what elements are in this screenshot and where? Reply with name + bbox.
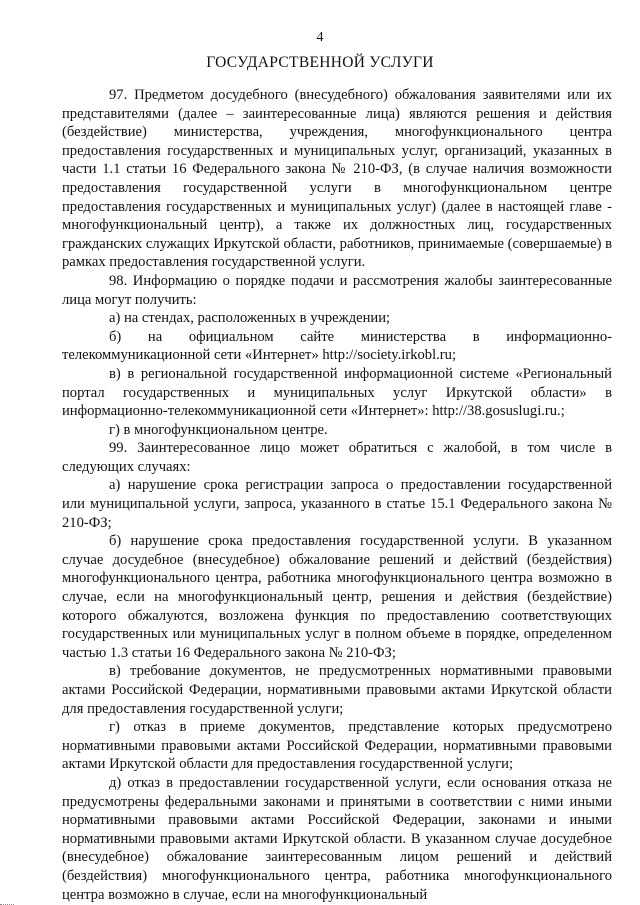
paragraph-99: 99. Заинтересованное лицо может обратиться с жалобой, в том числе в следующих случаях:: [62, 440, 612, 475]
list-item-98-a: а) на стендах, расположенных в учреждении;: [109, 310, 391, 327]
list-item-99-b: б) нарушение срока предоставления государственной услуги. В указанном случае досудебное (внесудебное) обжалование решений и действий (бездействия) многофункционального центра, работника многофункционального центра возможно в случае, если на многофункциональный центр, решения и действия (бездействие) которого обжалуются, возложена функция по предоставлению соответствующих государственных или муниципальных услуг в полном объеме в порядке, определенном частью 1.3 статьи 16 Федерального закона № 210-ФЗ;: [62, 533, 612, 661]
page-number: 4: [316, 30, 324, 45]
paragraph-98: 98. Информацию о порядке подачи и рассмотрения жалобы заинтересованные лица могут получить:: [62, 272, 612, 308]
list-item-98-g: г) в многофункциональном центре.: [109, 421, 328, 438]
list-item-99-a: а) нарушение срока регистрации запроса о предоставлении государственной или муниципальной услуги, запроса, указанного в статье 15.1 Федерального закона № 210-ФЗ;: [62, 477, 612, 531]
scan-edge-mark: [0, 900, 14, 905]
list-item-99-v: в) требование документов, не предусмотренных нормативными правовыми актами Российской Федерации, нормативными правовыми актами Иркутской области для предоставления государственной услуги;: [62, 663, 612, 717]
list-item-98-v: в) в региональной государственной информационной системе «Региональный портал государственных и муниципальных услуг Иркутской области» в информационно-телекоммуникационной сети «Интернет»: http://38.gosuslugi.ru.;: [62, 365, 612, 420]
paragraph-97: 97. Предметом досудебного (внесудебного) обжалования заявителями или их представителями (далее – заинтересованные лица) являются решения и действия (бездействие) министерства, учреждения, многофункционального центра предоставления государственных и муниципальных услуг, организаций, указанных в части 1.1 статьи 16 Федерального закона № 210-ФЗ, (в случае наличия возможности предоставления государственной услуги в многофункциональном центре предоставления государственных и муниципальных услуг) (далее в настоящей главе - многофункциональный центр), а также их должностных лиц, государственных гражданских служащих Иркутской области, работников, принимаемые (совершаемые) в рамках предоставления государственной услуги.: [62, 87, 612, 271]
list-item-98-b: б) на официальном сайте министерства в информационно-телекоммуникационной сети «Интернет» http://society.irkobl.ru;: [62, 328, 612, 364]
section-heading: ГОСУДАРСТВЕННОЙ УСЛУГИ: [206, 54, 434, 71]
list-item-99-d: д) отказ в предоставлении государственной услуги, если основания отказа не предусмотрены федеральными законами и принятыми в соответствии с ними иными нормативными правовыми актами Российской Федерации, законами и иными нормативными правовыми актами Иркутской области. В указанном случае досудебное (внесудебное) обжалование заинтересованным лицом решений и действий (бездействия) многофункционального центра, работника многофункционального центра возможно в случае, если на многофункциональный: [62, 774, 612, 903]
body-text: [62, 86, 612, 904]
list-item-99-g: г) отказ в приеме документов, представление которых предусмотрено нормативными правовыми актами Российской Федерации, нормативными правовыми актами Иркутской области для предоставления государственной услуги;: [62, 719, 612, 773]
